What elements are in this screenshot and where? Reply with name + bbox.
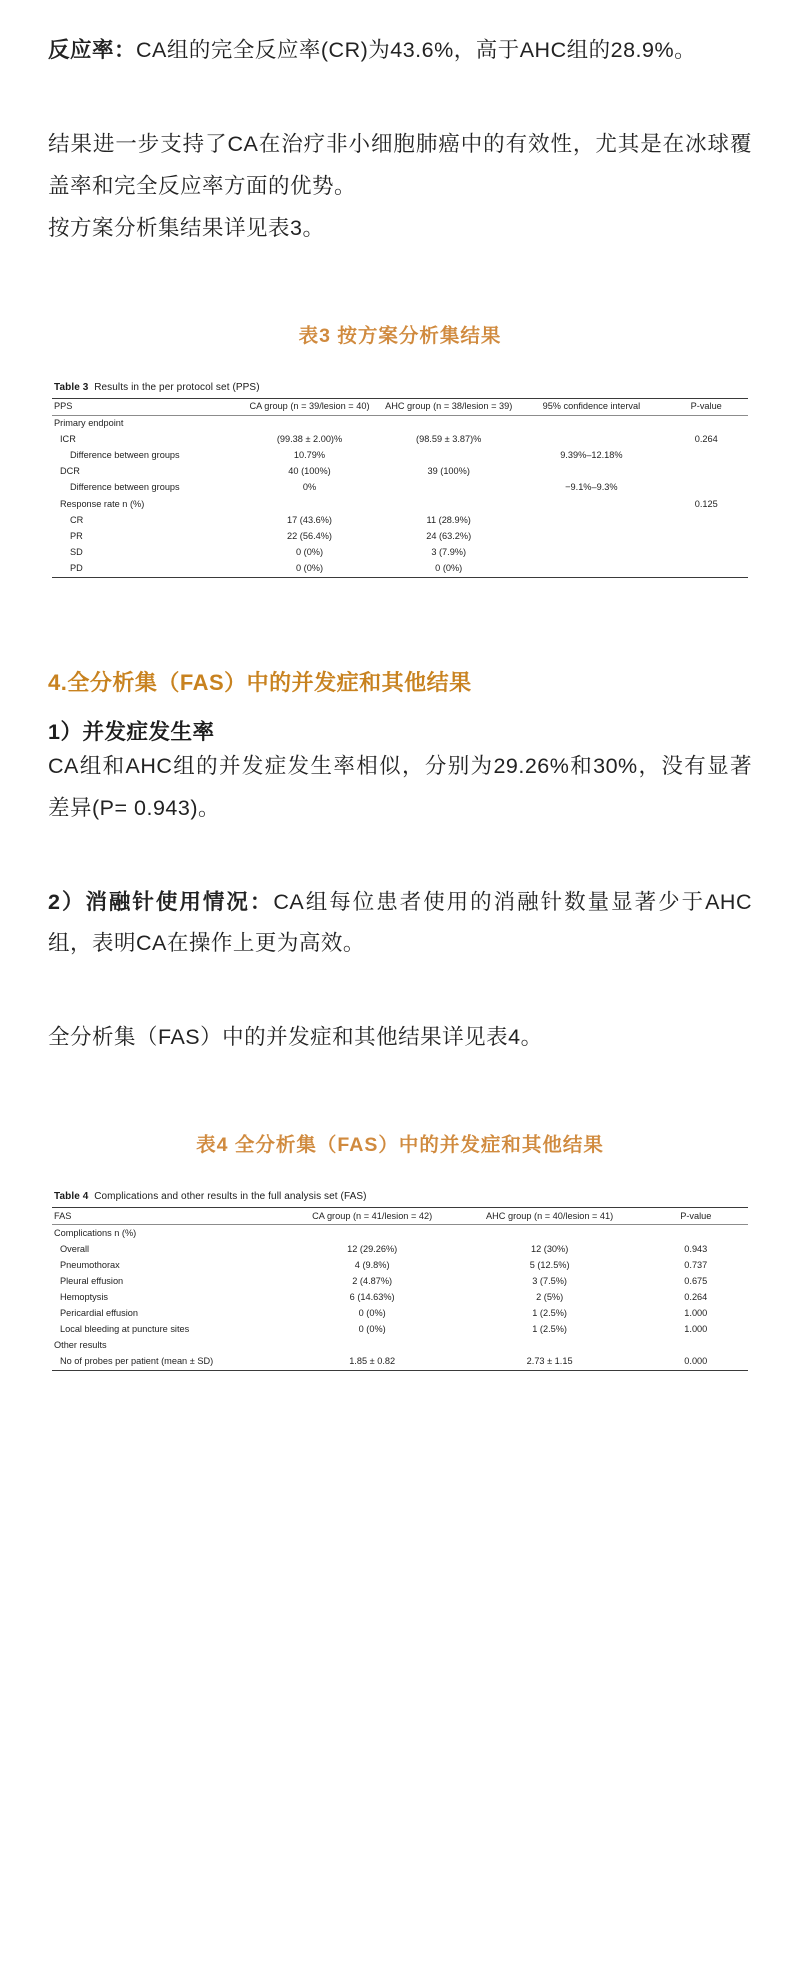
spacer xyxy=(48,250,752,320)
table4-header-cell: P-value xyxy=(644,1208,748,1225)
spacer xyxy=(48,1157,752,1191)
table3-cell xyxy=(379,480,518,496)
paragraph-response-rate xyxy=(48,30,752,72)
table-row xyxy=(52,415,748,432)
table3-cell: DCR xyxy=(60,466,80,477)
table3-cell xyxy=(664,545,748,561)
spacer xyxy=(48,830,752,882)
table4-cell: Complications n (%) xyxy=(54,1227,137,1238)
table3-cell: 0% xyxy=(302,482,317,493)
table3-cell: 22 (56.4%) xyxy=(287,530,332,541)
table4-cell: Other results xyxy=(54,1340,107,1351)
table3-cell: 0.125 xyxy=(694,498,718,509)
caption-table4: 表4 全分析集（FAS）中的并发症和其他结果 xyxy=(196,1134,604,1157)
table3-cell xyxy=(518,528,664,544)
table3-cell: 39 (100%) xyxy=(427,466,470,477)
table3-cell: 0 (0%) xyxy=(379,561,518,578)
table3-cell xyxy=(664,561,748,578)
table4-cell: 1 (2.5%) xyxy=(532,1308,567,1319)
table-row xyxy=(52,1290,748,1306)
table3-title xyxy=(54,382,748,393)
table-row xyxy=(52,512,748,528)
spacer xyxy=(48,648,752,666)
table3-cell: (98.59 ± 3.87)% xyxy=(416,434,482,445)
paragraph-probe-usage xyxy=(48,882,752,966)
table-row xyxy=(52,561,748,578)
table4-header-cell: FAS xyxy=(52,1208,289,1225)
table3-cell xyxy=(379,415,518,432)
table3-cell xyxy=(518,432,664,448)
table3-cell xyxy=(664,480,748,496)
table3-cell: 3 (7.9%) xyxy=(431,546,467,557)
table3-cell xyxy=(518,512,664,528)
table4-cell: 2 (5%) xyxy=(536,1292,564,1303)
table3-cell xyxy=(664,528,748,544)
table4-cell: Pericardial effusion xyxy=(60,1308,138,1319)
table4-title xyxy=(54,1191,748,1202)
table3-cell xyxy=(664,464,748,480)
table4-cell: 1 (2.5%) xyxy=(532,1324,567,1335)
table4-cell: 1.85 ± 0.82 xyxy=(289,1354,456,1371)
spacer xyxy=(48,72,752,124)
table4-cell: 0.000 xyxy=(644,1354,748,1371)
paragraph-response-rate-text: CA组的完全反应率(CR)为43.6%，高于AHC组的28.9%。 xyxy=(136,38,697,62)
table4-header-row xyxy=(52,1208,748,1225)
table3-cell: SD xyxy=(70,546,83,557)
table4-cell: 4 (9.8%) xyxy=(354,1259,390,1270)
table3-cell: ICR xyxy=(60,434,76,445)
table3-cell xyxy=(664,448,748,464)
paragraph-response-rate-label: 反应率： xyxy=(48,38,137,62)
table3-cell: PR xyxy=(70,530,83,541)
table3-cell: −9.1%–9.3% xyxy=(565,482,618,493)
table3-header-cell: 95% confidence interval xyxy=(518,398,664,415)
table4-header-cell: CA group (n = 41/lesion = 42) xyxy=(289,1208,456,1225)
table4-cell xyxy=(644,1338,748,1354)
paragraph-efficacy: 结果进一步支持了CA在治疗非小细胞肺癌中的有效性，尤其是在冰球覆盖率和完全反应率方面的优势。 xyxy=(48,131,752,198)
table-row xyxy=(52,1306,748,1322)
table-row xyxy=(52,480,748,496)
spacer xyxy=(48,348,752,382)
table-row xyxy=(52,432,748,448)
table3-cell xyxy=(240,496,379,512)
table3-cell: (99.38 ± 2.00)% xyxy=(276,434,343,445)
table4-cell: Hemoptysis xyxy=(60,1292,108,1303)
spacer xyxy=(48,965,752,1017)
table4 xyxy=(52,1207,748,1371)
table4-cell: 2 (4.87%) xyxy=(352,1276,393,1286)
spacer xyxy=(48,697,752,715)
table3-header-cell: AHC group (n = 38/lesion = 39) xyxy=(379,398,518,415)
table4-cell: 0 (0%) xyxy=(358,1308,386,1319)
table3 xyxy=(52,398,748,578)
table3-header-row xyxy=(52,398,748,415)
table3-cell xyxy=(240,415,379,432)
table4-cell: Local bleeding at puncture sites xyxy=(60,1324,190,1335)
table3-cell: Difference between groups xyxy=(70,450,180,461)
table4-cell xyxy=(289,1225,456,1242)
table3-cell: 17 (43.6%) xyxy=(287,514,332,525)
table-row xyxy=(52,1258,748,1274)
paragraph-complication-rate: CA组和AHC组的并发症发生率相似，分别为29.26%和30%，没有显著差异(P= 0.943)。 xyxy=(48,753,752,820)
table-row xyxy=(52,1274,748,1290)
table3-cell xyxy=(664,512,748,528)
table3-cell: 24 (63.2%) xyxy=(426,530,472,541)
table4-container xyxy=(48,1191,752,1371)
spacer xyxy=(48,578,752,648)
table-row xyxy=(52,448,748,464)
table3-cell xyxy=(518,545,664,561)
table-row xyxy=(52,1242,748,1258)
table4-cell: 0.737 xyxy=(684,1259,708,1270)
paragraph-see-table3: 按方案分析集结果详见表3。 xyxy=(48,215,325,240)
table3-header-cell: PPS xyxy=(52,398,240,415)
table-row xyxy=(52,1225,748,1242)
table4-cell xyxy=(456,1338,644,1354)
table3-cell: 11 (28.9%) xyxy=(426,514,471,525)
table-row xyxy=(52,545,748,561)
table3-container xyxy=(48,382,752,578)
table-row xyxy=(52,464,748,480)
table3-cell: Response rate n (%) xyxy=(60,498,145,509)
table4-cell: 0 (0%) xyxy=(358,1324,386,1335)
table3-cell xyxy=(518,464,664,480)
table3-title-text: Results in the per protocol set (PPS) xyxy=(94,381,260,393)
table3-cell xyxy=(664,415,748,432)
table3-cell: 10.79% xyxy=(293,450,326,461)
table3-header-cell: CA group (n = 39/lesion = 40) xyxy=(240,398,379,415)
table4-header-cell: AHC group (n = 40/lesion = 41) xyxy=(456,1208,644,1225)
table4-cell: No of probes per patient (mean ± SD) xyxy=(52,1354,289,1371)
table-row xyxy=(52,496,748,512)
spacer xyxy=(48,1059,752,1129)
table-row xyxy=(52,1354,748,1371)
table3-cell xyxy=(379,496,518,512)
table4-cell: 0.264 xyxy=(684,1292,708,1303)
table4-cell: 0.675 xyxy=(684,1276,708,1286)
table3-cell: CR xyxy=(70,514,84,525)
paragraph-see-table4: 全分析集（FAS）中的并发症和其他结果详见表4。 xyxy=(48,1025,543,1050)
table4-cell: Pneumothorax xyxy=(60,1259,120,1270)
table4-cell: 6 (14.63%) xyxy=(349,1292,395,1303)
table-row xyxy=(52,1322,748,1338)
table4-cell: 1.000 xyxy=(684,1324,708,1335)
table4-cell: 5 (12.5%) xyxy=(529,1259,570,1270)
paragraph-probe-usage-text: CA组每位患者使用的消融针数量显著少于AHC组，表明CA在操作上更为高效。 xyxy=(48,889,752,956)
table3-cell: 9.39%–12.18% xyxy=(560,450,623,461)
table-row xyxy=(52,1338,748,1354)
caption-table3: 表3 按方案分析集结果 xyxy=(298,324,502,347)
table4-cell xyxy=(644,1225,748,1242)
table3-cell: Difference between groups xyxy=(70,482,180,493)
table4-cell xyxy=(289,1338,456,1354)
table3-cell xyxy=(518,496,664,512)
paragraph-probe-usage-label: 2）消融针使用情况： xyxy=(48,889,274,914)
table3-cell: 0 (0%) xyxy=(295,546,324,557)
table3-cell: 40 (100%) xyxy=(288,466,331,477)
table-row xyxy=(52,528,748,544)
table4-cell: Pleural effusion xyxy=(60,1276,124,1286)
table4-cell xyxy=(456,1225,644,1242)
table3-cell: 0 (0%) xyxy=(240,561,379,578)
table3-cell xyxy=(518,561,664,578)
table3-cell: PD xyxy=(52,561,240,578)
table4-title-text: Complications and other results in the full analysis set (FAS) xyxy=(94,1191,367,1203)
table4-cell: Overall xyxy=(60,1243,90,1254)
table4-cell: 1.000 xyxy=(684,1308,708,1319)
subheading-complication-rate: 1）并发症发生率 xyxy=(48,719,215,744)
table3-header-cell: P-value xyxy=(664,398,748,415)
section-heading-4: 4.全分析集（FAS）中的并发症和其他结果 xyxy=(48,669,472,695)
table3-cell: Primary endpoint xyxy=(54,418,124,429)
table4-cell: 12 (29.26%) xyxy=(347,1243,398,1254)
table3-cell xyxy=(379,448,518,464)
table4-cell: 3 (7.5%) xyxy=(532,1276,567,1286)
table3-cell: 0.264 xyxy=(694,434,718,445)
table4-cell: 0.943 xyxy=(684,1243,708,1254)
table4-title-number: Table 4 xyxy=(54,1191,89,1203)
table4-cell: 12 (30%) xyxy=(530,1243,569,1254)
table3-title-number: Table 3 xyxy=(54,381,89,393)
table4-cell: 2.73 ± 1.15 xyxy=(456,1354,644,1371)
table3-cell xyxy=(518,415,664,432)
